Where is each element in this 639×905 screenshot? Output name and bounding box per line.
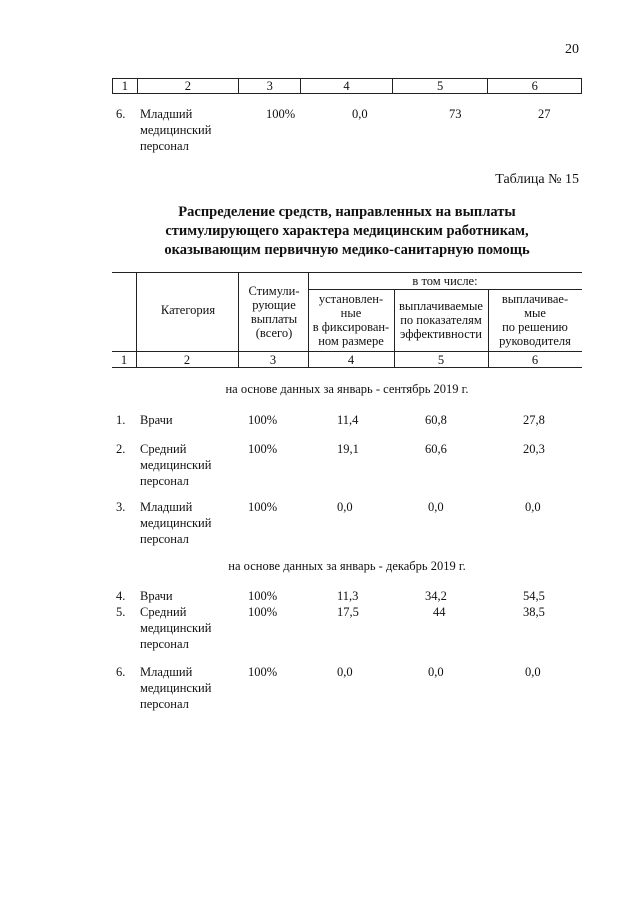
row-efficiency: 60,6 [425, 442, 447, 456]
row-total: 100% [266, 107, 296, 121]
header-line: установлен- [318, 292, 384, 306]
category-line: Младший [140, 665, 193, 679]
row-category [140, 106, 211, 154]
row-efficiency: 44 [433, 605, 446, 619]
column-number-2: 2 [137, 79, 238, 94]
row-category [140, 664, 211, 712]
column-number-1: 1 [120, 353, 128, 367]
header-line: в фиксирован- [312, 320, 390, 334]
row-total: 100% [248, 500, 278, 514]
header-bottom-border [112, 351, 582, 352]
header-line: Стимули- [248, 284, 300, 298]
header-efficiency [394, 299, 488, 341]
category-line: Средний [140, 605, 187, 619]
header-line: рующие [252, 298, 296, 312]
row-efficiency: 60,8 [425, 413, 447, 427]
table-title [112, 203, 582, 260]
row-number: 5. [116, 605, 126, 619]
row-efficiency: 34,2 [425, 589, 447, 603]
row-total: 100% [248, 665, 278, 679]
header-line: (всего) [255, 326, 293, 340]
row-fixed: 0,0 [337, 665, 353, 679]
row-manager: 0,0 [525, 665, 541, 679]
category-line: Младший [140, 500, 193, 514]
column-number-1: 1 [113, 79, 138, 94]
table-header [112, 272, 582, 368]
category-line: персонал [140, 532, 189, 546]
column-number-6: 6 [531, 353, 539, 367]
header-manager [488, 292, 582, 348]
header-line: руководителя [499, 334, 571, 348]
category-line: персонал [140, 474, 189, 488]
row-manager: 0,0 [525, 500, 541, 514]
row-number: 2. [116, 442, 126, 456]
row-category: Врачи [140, 589, 173, 603]
continuation-table-header [112, 78, 582, 94]
including-divider [308, 289, 582, 290]
row-fixed: 0,0 [337, 500, 353, 514]
row-category [140, 441, 211, 489]
row-efficiency: 0,0 [428, 500, 444, 514]
header-category: Категория [160, 303, 216, 317]
row-total: 100% [248, 589, 278, 603]
row-fixed: 17,5 [337, 605, 359, 619]
column-number-6: 6 [488, 79, 582, 94]
row-manager: 27 [538, 107, 551, 121]
column-number-2: 2 [183, 353, 191, 367]
row-fixed: 11,3 [337, 589, 359, 603]
row-number: 6. [116, 665, 126, 679]
category-line: персонал [140, 637, 189, 651]
header-line: выплаты [250, 312, 298, 326]
row-fixed: 11,4 [337, 413, 359, 427]
row-total: 100% [248, 442, 278, 456]
row-manager: 38,5 [523, 605, 545, 619]
row-number: 3. [116, 500, 126, 514]
category-line: Средний [140, 442, 187, 456]
row-category [140, 499, 211, 547]
title-line: стимулирующего характера медицинским работникам, [165, 223, 529, 239]
row-number: 4. [116, 589, 126, 603]
row-efficiency: 73 [449, 107, 462, 121]
row-manager: 20,3 [523, 442, 545, 456]
row-manager: 54,5 [523, 589, 545, 603]
header-line: по решению [502, 320, 568, 334]
column-number-5: 5 [392, 79, 488, 94]
category-line: медицинский [140, 458, 212, 472]
section-title: на основе данных за январь - сентябрь 2019 г. [225, 382, 469, 396]
header-including: в том числе: [412, 274, 478, 288]
table-label: Таблица № 15 [495, 172, 579, 187]
header-line: эффективности [400, 327, 482, 341]
section-title: на основе данных за январь - декабрь 2019 г. [228, 559, 466, 573]
category-line: медицинский [140, 123, 212, 137]
header-line: ном размере [318, 334, 384, 348]
header-top-border [112, 272, 582, 273]
column-number-5: 5 [437, 353, 445, 367]
header-line: выплачиваемые [399, 299, 483, 313]
header-line: мые [524, 306, 546, 320]
column-number-3: 3 [269, 353, 277, 367]
row-fixed: 19,1 [337, 442, 359, 456]
column-number-4: 4 [347, 353, 355, 367]
row-efficiency: 0,0 [428, 665, 444, 679]
row-manager: 27,8 [523, 413, 545, 427]
column-number-3: 3 [239, 79, 301, 94]
category-line: персонал [140, 139, 189, 153]
row-total: 100% [248, 605, 278, 619]
header-line: по показателям [400, 313, 482, 327]
category-line: медицинский [140, 621, 212, 635]
row-fixed: 0,0 [352, 107, 368, 121]
row-category [140, 604, 211, 652]
row-number: 1. [116, 413, 126, 427]
row-number: 6. [116, 107, 126, 121]
category-line: медицинский [140, 681, 212, 695]
header-line: ные [340, 306, 362, 320]
category-line: медицинский [140, 516, 212, 530]
column-number-4: 4 [301, 79, 393, 94]
category-line: персонал [140, 697, 189, 711]
number-row-border [112, 367, 582, 368]
category-line: Младший [140, 107, 193, 121]
title-line: Распределение средств, направленных на выплаты [178, 204, 516, 220]
header-line: выплачивае- [501, 292, 569, 306]
title-line: оказывающим первичную медико-санитарную помощь [164, 242, 530, 258]
row-category: Врачи [140, 413, 173, 427]
header-total [240, 284, 308, 340]
row-total: 100% [248, 413, 278, 427]
header-fixed [308, 292, 394, 348]
page-number: 20 [565, 42, 579, 57]
